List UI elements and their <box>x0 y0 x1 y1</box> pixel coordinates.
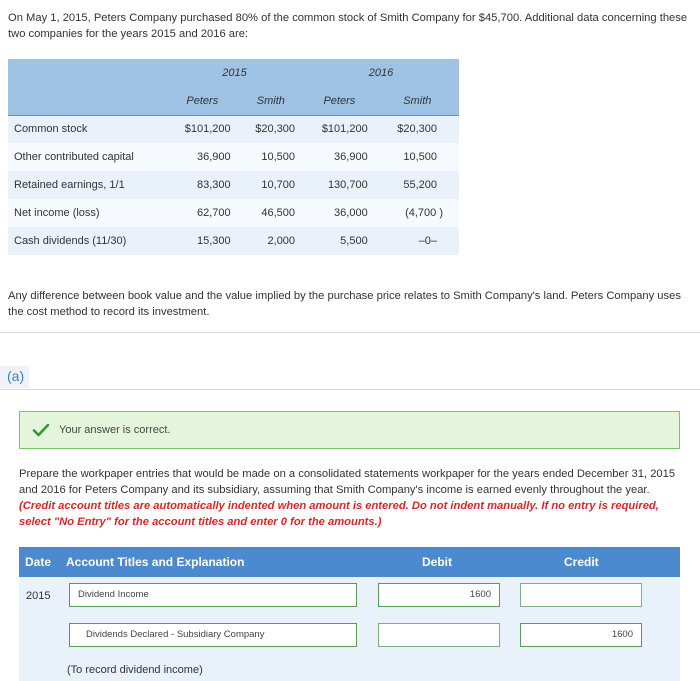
account-title-input-2[interactable]: Dividends Declared - Subsidiary Company <box>69 623 357 647</box>
company-header-row <box>8 87 459 115</box>
table-row: Retained earnings, 1/1 83,300 10,700 130,700 55,200 <box>8 171 459 199</box>
debit-input-2[interactable] <box>378 623 500 647</box>
col-smith-2015: Smith <box>239 87 303 115</box>
part-label: (a) <box>0 366 29 388</box>
credit-input-1[interactable] <box>520 583 642 607</box>
entry-memo: (To record dividend income) <box>67 664 203 676</box>
divider <box>0 332 700 333</box>
year-header-row <box>8 59 459 87</box>
problem-note: Any difference between book value and the value implied by the purchase price relates to Smith Company's land. Peters Company uses the cost method to record its investment. <box>8 290 681 318</box>
problem-intro: On May 1, 2015, Peters Company purchased 80% of the common stock of Smith Company for $45,700. Additional data concerning these two companies for the years 2015 and 2016 are: <box>8 12 688 40</box>
entry-header <box>19 547 680 577</box>
table-row: Cash dividends (11/30) 15,300 2,000 5,500 –0– <box>8 227 459 255</box>
journal-entry-table <box>19 547 680 681</box>
checkmark-icon <box>32 421 50 439</box>
account-title-input-1[interactable]: Dividend Income <box>69 583 357 607</box>
header-debit: Debit <box>422 555 452 569</box>
instructions-emphasis: (Credit account titles are automatically indented when amount is entered. Do not indent manually. If no entry is required, select "No Entry" for the account titles and enter 0 for the amounts.) <box>19 500 659 528</box>
credit-input-2[interactable]: 1600 <box>520 623 642 647</box>
table-row: Net income (loss) 62,700 46,500 36,000 (4,700 ) <box>8 199 459 227</box>
correct-answer-banner <box>19 411 680 449</box>
year-2015: 2015 <box>166 59 303 87</box>
instructions: Prepare the workpaper entries that would be made on a consolidated statements workpaper for the years ended December 31, 2015 and 2016 for Peters Company and its subsidiary, assuming that Smith Company's income is earned evenly throughout the year. (Credit account titles are automatically indented when amount is entered. Do not indent manually. If no entry is required, select "No Entry" for the account titles and enter 0 for the amounts.) <box>19 468 676 528</box>
col-smith-2016: Smith <box>376 87 459 115</box>
col-peters-2015: Peters <box>166 87 239 115</box>
header-account: Account Titles and Explanation <box>66 555 245 569</box>
debit-input-1[interactable]: 1600 <box>378 583 500 607</box>
header-date: Date <box>25 555 52 569</box>
table-row: Common stock $101,200 $20,300 $101,200 $20,300 <box>8 115 459 143</box>
feedback-message: Your answer is correct. <box>59 424 171 436</box>
table-row: Other contributed capital 36,900 10,500 36,900 10,500 <box>8 143 459 171</box>
divider <box>0 389 700 390</box>
entry-date: 2015 <box>26 590 51 602</box>
year-2016: 2016 <box>303 59 459 87</box>
header-credit: Credit <box>564 555 599 569</box>
financial-data-table <box>8 59 459 255</box>
col-peters-2016: Peters <box>303 87 376 115</box>
